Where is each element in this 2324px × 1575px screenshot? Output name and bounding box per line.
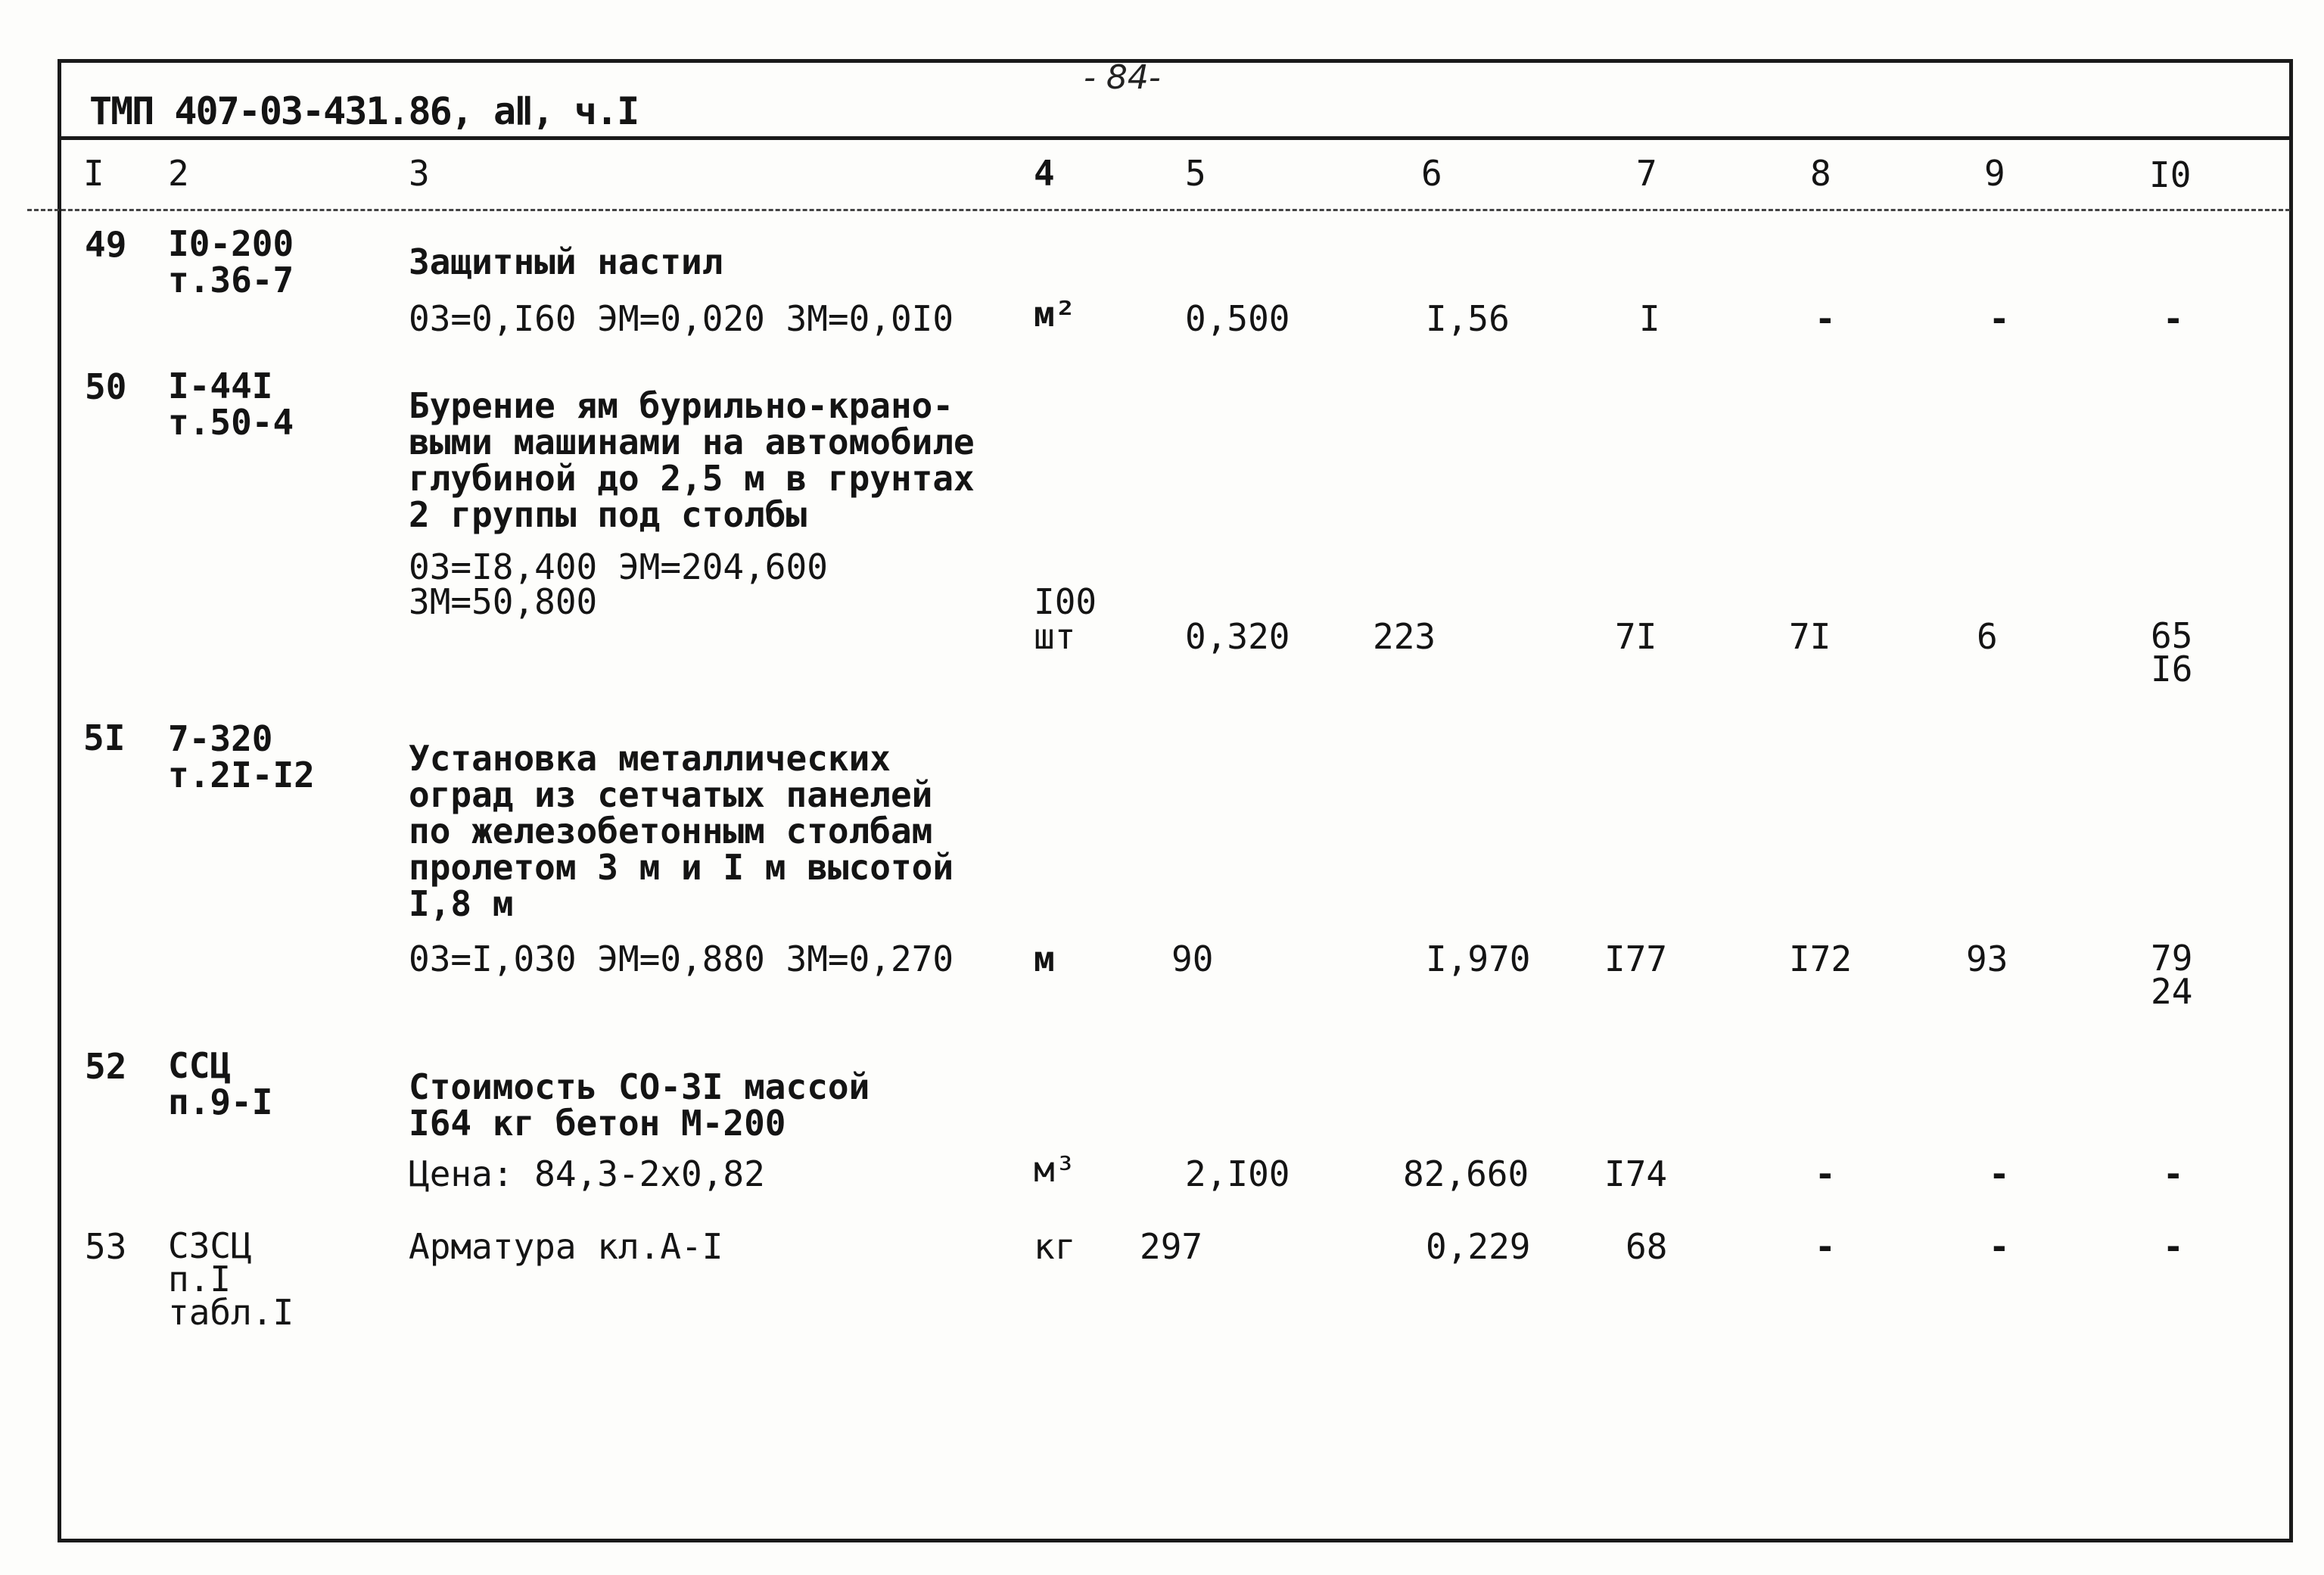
cost-formula bbox=[409, 546, 828, 622]
rate-code-line: т.50-4 bbox=[168, 402, 294, 443]
column-header-10: I0 bbox=[2149, 154, 2192, 195]
description-line: Защитный настил bbox=[409, 241, 723, 282]
total-cost: 68 bbox=[1626, 1226, 1668, 1267]
unit-cost: I,56 bbox=[1426, 298, 1510, 339]
col10-line: 79 bbox=[2151, 938, 2193, 979]
rate-code-line: п.9-I bbox=[168, 1082, 273, 1122]
rate-code-line: т.36-7 bbox=[168, 260, 294, 300]
description-line: Стоимость СО-3I массой bbox=[409, 1066, 870, 1107]
description-line: Установка металлических bbox=[409, 738, 891, 779]
rate-code-line: I-44I bbox=[168, 366, 273, 406]
column-header-4: 4 bbox=[1034, 153, 1055, 194]
column-header-3: 3 bbox=[409, 153, 430, 194]
unit-line: шт bbox=[1034, 616, 1076, 657]
cost-formula: 03=I,030 ЭМ=0,880 ЗМ=0,270 bbox=[409, 938, 954, 979]
col8-value: - bbox=[1815, 1226, 1836, 1267]
row-number: 53 bbox=[85, 1226, 127, 1267]
col10-line: 24 bbox=[2151, 971, 2193, 1012]
quantity: 0,320 bbox=[1185, 616, 1290, 657]
rate-code-line: ССЦ bbox=[168, 1045, 232, 1086]
total-cost: I74 bbox=[1604, 1153, 1668, 1194]
col10-value bbox=[2151, 938, 2193, 1012]
column-header-5: 5 bbox=[1185, 153, 1206, 194]
description-line: 2 группы под столбы bbox=[409, 494, 807, 535]
column-header-2: 2 bbox=[168, 153, 189, 194]
unit-line: I00 bbox=[1034, 581, 1097, 622]
column-header-7: 7 bbox=[1636, 153, 1657, 194]
col10-value: - bbox=[2163, 298, 2184, 339]
total-cost: I77 bbox=[1604, 938, 1668, 979]
col10-value: - bbox=[2163, 1226, 2184, 1267]
quantity: 0,500 bbox=[1185, 298, 1290, 339]
page-number: - 84- bbox=[1084, 58, 1161, 97]
col9-value: 93 bbox=[1966, 938, 2008, 979]
unit-cost: I,970 bbox=[1426, 938, 1531, 979]
column-header-1: I bbox=[83, 153, 104, 194]
unit-cost: 82,660 bbox=[1403, 1153, 1529, 1194]
row-number: 49 bbox=[85, 224, 127, 265]
rate-code-line: СЗСЦ bbox=[168, 1225, 252, 1266]
description-line: оград из сетчатых панелей bbox=[409, 774, 933, 815]
unit bbox=[1034, 581, 1097, 657]
rate-code bbox=[168, 1225, 294, 1333]
rate-code-line: табл.I bbox=[168, 1292, 294, 1333]
col10-line: 65 bbox=[2151, 615, 2193, 656]
description-line: Бурение ям бурильно-крано- bbox=[409, 385, 954, 426]
col9-value: - bbox=[1989, 1153, 2010, 1194]
col8-value: - bbox=[1815, 298, 1836, 339]
column-header-8: 8 bbox=[1810, 153, 1831, 194]
header-rule bbox=[58, 136, 2289, 140]
unit: м² bbox=[1034, 294, 1076, 335]
col10-value bbox=[2151, 615, 2193, 689]
total-cost: I bbox=[1639, 298, 1660, 339]
work-description: Арматура кл.А-I bbox=[409, 1226, 723, 1267]
description-line: I,8 м bbox=[409, 883, 514, 924]
quantity: 2,I00 bbox=[1185, 1153, 1290, 1194]
unit-cost: 0,229 bbox=[1426, 1226, 1531, 1267]
unit-cost: 223 bbox=[1373, 616, 1436, 657]
description-line: по железобетонным столбам bbox=[409, 811, 933, 851]
column-header-9: 9 bbox=[1984, 153, 2005, 194]
col8-value: 7I bbox=[1789, 616, 1831, 657]
rate-code-line: т.2I-I2 bbox=[168, 755, 315, 795]
document-reference: ТМП 407-03-431.86, аⅡ, ч.I bbox=[89, 89, 639, 133]
col9-value: 6 bbox=[1977, 616, 1998, 657]
page-frame bbox=[58, 59, 2293, 1542]
rate-code bbox=[168, 223, 294, 300]
col9-value: - bbox=[1989, 298, 2010, 339]
unit: кг bbox=[1034, 1226, 1076, 1267]
formula-line: ЗМ=50,800 bbox=[409, 581, 598, 622]
cost-formula: 03=0,I60 ЭМ=0,020 ЗМ=0,0I0 bbox=[409, 298, 954, 339]
description-line: I64 кг бетон М-200 bbox=[409, 1103, 786, 1144]
col9-value: - bbox=[1989, 1226, 2010, 1267]
row-number: 5I bbox=[83, 717, 126, 758]
formula-line: 03=I8,400 ЭМ=204,600 bbox=[409, 546, 828, 587]
column-header-divider bbox=[27, 209, 2290, 211]
col10-value: - bbox=[2163, 1153, 2184, 1194]
rate-code-line: I0-200 bbox=[168, 223, 294, 264]
total-cost: 7I bbox=[1615, 616, 1657, 657]
description-line: выми машинами на автомобиле bbox=[409, 422, 975, 462]
description-line: глубиной до 2,5 м в грунтах bbox=[409, 458, 975, 499]
rate-code-line: п.I bbox=[168, 1259, 232, 1300]
row-number: 50 bbox=[85, 366, 127, 407]
rate-code bbox=[168, 1047, 272, 1120]
row-number: 52 bbox=[85, 1046, 127, 1087]
unit: м³ bbox=[1034, 1149, 1076, 1190]
rate-code-line: 7-320 bbox=[168, 718, 273, 759]
rate-code bbox=[168, 366, 294, 443]
col10-line: I6 bbox=[2151, 649, 2193, 689]
unit: м bbox=[1034, 938, 1055, 979]
work-description bbox=[409, 241, 723, 282]
quantity: 90 bbox=[1171, 938, 1214, 979]
rate-code bbox=[168, 718, 315, 795]
col8-value: - bbox=[1815, 1153, 1836, 1194]
col8-value: I72 bbox=[1789, 938, 1853, 979]
quantity: 297 bbox=[1140, 1226, 1203, 1267]
description-line: пролетом 3 м и I м высотой bbox=[409, 847, 954, 888]
column-header-6: 6 bbox=[1421, 153, 1442, 194]
work-description bbox=[409, 1066, 870, 1144]
work-description bbox=[409, 740, 954, 922]
cost-formula: Цена: 84,3-2х0,82 bbox=[409, 1153, 765, 1194]
work-description bbox=[409, 385, 975, 535]
